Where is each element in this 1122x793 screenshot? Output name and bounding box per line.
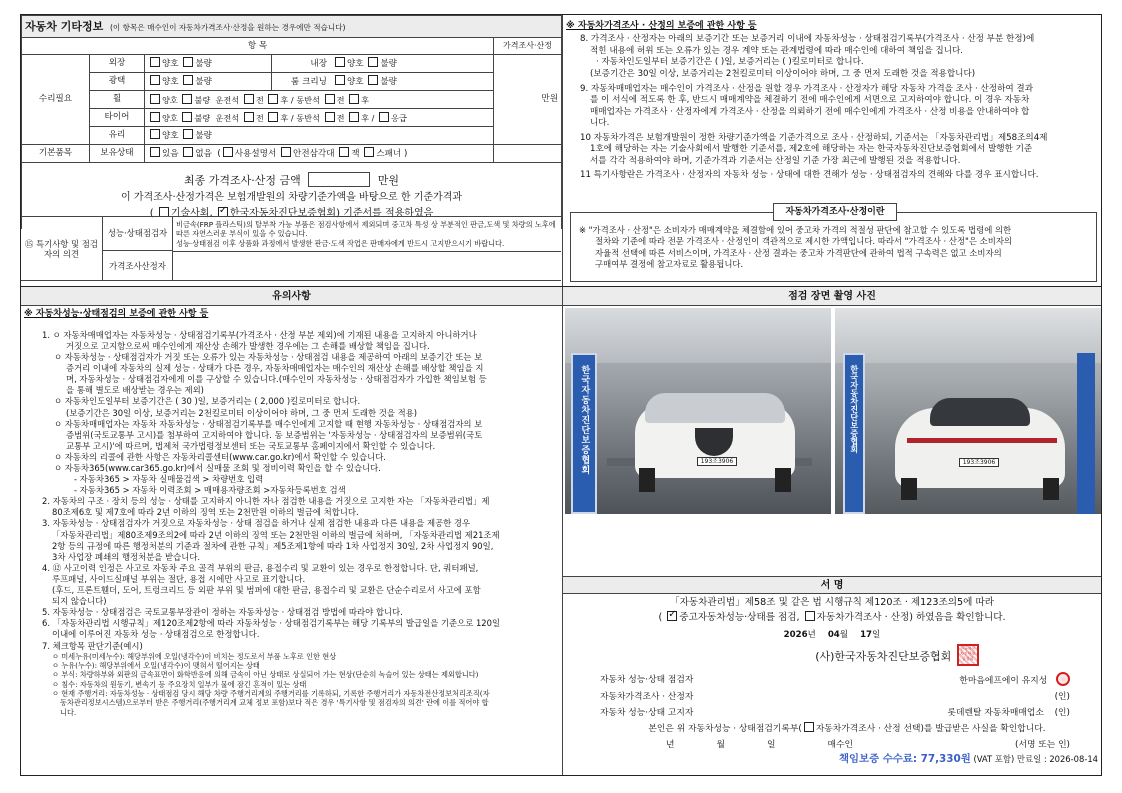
room-clean-label: 룸 크리닝	[291, 77, 327, 88]
caution-criteria-line: ㅇ 미세누유(미세누수): 해당부위에 오일(냉각수)이 비치는 정도로서 부품 노후로 인한 현상	[52, 651, 337, 661]
possession-have-checkbox[interactable]	[150, 147, 160, 157]
polish-bad-checkbox[interactable]	[183, 75, 193, 85]
tire-bad-checkbox[interactable]	[182, 112, 192, 122]
wheel-good-checkbox[interactable]	[150, 94, 160, 104]
tire-pass-rear-checkbox[interactable]	[349, 112, 359, 122]
wheel-driver-rear-checkbox[interactable]	[268, 94, 278, 104]
caution-line: (보증기간은 30일 이상, 보증거리는 2천킬로미터 이상이어야 하며, 그 중 먼저 도래한 것을 적용)	[66, 407, 418, 418]
price-inspector-label: 가격조사산정자	[109, 260, 166, 271]
caution-line: 3차 사업장 폐쇄의 행정처분을 받습니다.	[52, 551, 201, 562]
spanner-checkbox[interactable]	[364, 147, 374, 157]
item10-line1: 10 자동차가격은 보험개발원이 정한 차량기준가액을 기준가격으로 조사 · 산정하되, 기준서는 「자동차관리법」제58조의4제	[580, 132, 1048, 143]
confirm-price-checkbox[interactable]	[805, 611, 815, 621]
item8-line1: 8. 가격조사 · 산정자는 아래의 보증기간 또는 보증거리 이내에 자동차성능 · 상태점검기록부(가격조사 · 산정 부분 한정)에	[580, 34, 1035, 45]
caution-line: ㅇ 자동차성능 · 상태점검자가 거짓 또는 오류가 있는 자동차성능 · 상태점검 내용을 제공하여 아래의 보증기간 또는 보	[54, 352, 483, 363]
final-price-label: 최종 가격조사·산정 금액	[184, 173, 301, 187]
other-info-title: 자동차 기타정보	[25, 19, 104, 33]
item-col-header: 항 목	[247, 40, 268, 51]
caution-line: ㅇ 자동차365(www.car365.go.kr)에서 실매물 조회 및 정비이력 확인을 할 수 있습니다.	[54, 463, 381, 473]
buyer-sign-field[interactable]: (서명 또는 인)	[1015, 740, 1070, 750]
caution-line: 2항 등의 규정에 따른 행정처분의 기준과 절차에 관한 규칙」제5조제1항에 따라 1차 사업정지 30일, 2차 사업정지 90일,	[52, 540, 494, 551]
pillar-sign-text-rear: 한국자동차진단보증협회	[849, 365, 859, 453]
polish-label: 광택	[108, 76, 126, 87]
buyer-label: 매수인	[827, 740, 853, 750]
perf-inspector-name: 한마음에프에이 유지성	[959, 676, 1048, 686]
sign-month: 04	[827, 630, 840, 640]
receipt-text-b: 자동차가격조사 · 산정 선택)를 발급받은 사실을 확인합니다.	[815, 724, 1046, 734]
exterior-label: 외장	[108, 58, 126, 69]
receipt-text-a: 본인은 위 자동차성능 · 상태점검기록부(	[648, 724, 802, 734]
sign-header: 서 명	[563, 577, 1101, 594]
caution-line: ㅇ 자동차매매업자는 자동차 자동차성능 · 상태점검기록부를 매수인에게 고지할 때 현행 자동차성능 · 상태점검자의 보	[54, 418, 483, 429]
front-plate: 193조3906	[700, 458, 734, 465]
definition-box	[570, 207, 1097, 282]
perf-opinion-text1: 비금속(FRP 플라스틱)의 탈부착 가능 부품은 점검사항에서 제외되며 중고차 특성 상 부분적인 판금,도색 및 차량의 노후에 따른 자연스러운 부식이 있을 수 있습니다.	[176, 220, 556, 239]
item10-line3: 서를 각각 적용하여야 하며, 기준가격과 기준서는 산정일 기준 가장 최근에 발행된 것을 적용합니다.	[590, 156, 961, 167]
expiry-date: 만료일 : 2026-08-14	[1016, 754, 1098, 764]
item9-line3: 매매업자는 가격조사 · 산정자에게 가격조사 · 산정을 의뢰하기 전에 매수인에게 가격조사 · 산정 비용을 안내하여야 합	[590, 106, 1030, 117]
repair-price-unit: 만원	[541, 94, 559, 105]
caution-line: 교통부 고시)'에 따르며, 법제처 국가법령정보센터 또는 국토교통부 홈페이지에서 확인할 수 있습니다.	[66, 440, 436, 451]
exterior-bad-checkbox[interactable]	[183, 57, 193, 67]
item9-line4: 니다.	[590, 118, 610, 129]
rear-plate: 193조3906	[962, 459, 996, 466]
room-bad-checkbox[interactable]	[368, 75, 378, 85]
photo-header: 점검 장면 촬영 사진	[563, 287, 1101, 306]
possession-label: 보유상태	[100, 148, 134, 159]
interior-good-checkbox[interactable]	[335, 57, 345, 67]
receipt-month: 월	[716, 740, 725, 750]
definition-line3: 자율적 선택에 따른 서비스이며, 가격조사 · 산정 결과는 중고차 가격판단에 관하여 법적 구속력은 없고 소비자의	[595, 247, 1002, 258]
tire-driver-rear-checkbox[interactable]	[268, 112, 278, 122]
inspection-photo-front	[565, 308, 831, 514]
interior-bad-checkbox[interactable]	[368, 57, 378, 67]
interior-label: 내장	[310, 59, 327, 70]
triangle-checkbox[interactable]	[281, 147, 291, 157]
repair-category: 수리필요	[38, 94, 73, 105]
wheel-driver-front-checkbox[interactable]	[244, 94, 254, 104]
possession-none-checkbox[interactable]	[183, 147, 193, 157]
perf-inspector-label: 성능·상태점검자	[107, 228, 168, 239]
polish-good-checkbox[interactable]	[150, 75, 160, 85]
receipt-day: 일	[767, 740, 776, 750]
caution-line: 5. 자동차성능 · 상태점검은 국토교통부장관이 정하는 자동차성능 · 상태점검 방법에 따라야 합니다.	[42, 607, 403, 618]
wheel-pass-front-checkbox[interactable]	[325, 94, 335, 104]
sign-law-line: 「자동차관리법」제58조 및 같은 법 시행규칙 제120조 · 제123조의5에 따라	[670, 597, 994, 608]
item9-line1: 9. 자동차매매업자는 매수인이 가격조사 · 산정을 원할 경우 가격조사 · 산정자가 해당 자동차 가격을 조사 · 산정하여 결과	[580, 83, 1034, 94]
glass-label: 유리	[108, 130, 126, 141]
opinion-label: ⑮ 특기사항 및 점검자의 의견	[25, 238, 98, 259]
caution-line: 루프패널, 사이드실패널 부위는 절단, 용접 시에만 사고로 표기합니다.	[52, 573, 306, 584]
caution-section	[24, 309, 560, 717]
fee-vat: (VAT 포함)	[973, 754, 1015, 764]
notifier-role: 자동차 성능·상태 고지자	[600, 708, 694, 718]
caution-line: 3. 자동차성능 · 상태점검자가 거짓으로 자동차성능 · 상태 점검을 하거나 실제 점검한 내용과 다른 내용을 제공한 경우	[42, 518, 471, 529]
perf-inspector-role: 자동차 성능·상태 점검자	[600, 675, 694, 685]
definition-line2: 절차와 기준에 따라 전문 가격조사 · 산정인이 객관적으로 제시한 가액입니다. 따라서 "가격조사 · 산정"은 소비자의	[595, 236, 1013, 247]
caution-criteria-line: 니다.	[60, 707, 77, 717]
item8-line3: · 자동차인도일부터 보증기간은 ( )일, 보증거리는 ( )킬로미터로 합니다.	[596, 57, 864, 68]
caution-line: 증거리 이내에 자동차의 실제 성능 · 상태가 다른 경우, 자동차매매업자는 매수인의 재산상 손해를 배상할 책임을 지	[66, 363, 484, 374]
price-inspector-seal: (인)	[1054, 692, 1070, 702]
price-col-header: 가격조사·산정	[503, 41, 552, 51]
basic-category: 기본품목	[38, 148, 73, 159]
price-guarantee-title: ※ 자동차가격조사 · 산정의 보증에 관한 사항 등	[566, 21, 757, 31]
pillar-sign-text: 한국자동차진단보증협회	[579, 365, 590, 475]
tire-driver-front-checkbox[interactable]	[244, 112, 254, 122]
caution-line: 2. 자동차의 구조 · 장치 등의 성능 · 상태를 고지하지 아니한 자나 점검한 내용을 거짓으로 고지한 자는 「자동차관리법」제	[42, 496, 490, 507]
caution-line: 1. ㅇ 자동차매매업자는 자동차성능 · 상태점검기록부(가격조사 · 산정 부분 제외)에 기재된 내용을 고지하지 아니하거나	[42, 329, 477, 340]
receipt-price-checkbox[interactable]	[804, 722, 814, 732]
caution-criteria-line: 동차관리정보시스템)으로부터 받은 주행거리(주행거리계 교체 정보 포함)보다 적은 경우 '특기사항 및 점검자의 의견' 란에 이를 적어야 합	[60, 698, 489, 708]
jack-checkbox[interactable]	[339, 147, 349, 157]
exterior-good-checkbox[interactable]	[150, 57, 160, 67]
perf-opinion-text2: 성능·상태점검 이후 상품화 과정에서 발생한 판금·도색 작업은 판매자에게 반드시 고지받으시기 바랍니다.	[176, 238, 505, 248]
caution-title: ※ 자동차성능·상태점검의 보증에 관한 사항 등	[24, 309, 209, 319]
caution-line: ㅇ 자동차인도일부터 보증기간은 ( 30 )일, 보증거리는 ( 2,000 )킬로미터로 합니다.	[54, 396, 361, 407]
caution-line: 이내에 이루어진 자동차 성능 · 상태점검으로 한정합니다.	[52, 629, 260, 640]
caution-line: - 자동차365 > 자동차 이력조회 > 매매용자량조회 >자동차등록번호 검색	[74, 485, 346, 496]
caution-line: 증범위(국토교통부 고시)를 첨부하여 고지하여야 합니다. 동 보증범위는 '자동차성능 · 상태점검자의 보증범위(국토	[66, 429, 483, 440]
caution-line: 되지 않습니다)	[52, 596, 107, 607]
basis-line: 이 가격조사·산정가격은 보험개발원의 차량기준가액을 바탕으로 한 기준가격과	[120, 191, 463, 203]
price-guarantee-section	[566, 20, 1100, 181]
tire-emergency-checkbox[interactable]	[379, 112, 389, 122]
opinion-block	[21, 216, 561, 281]
room-good-checkbox[interactable]	[335, 75, 345, 85]
price-inspector-role: 자동차가격조사 · 산정자	[600, 692, 694, 702]
receipt-year: 년	[666, 740, 675, 750]
other-info-section: 자동차 기타정보 (이 항목은 매수인이 자동차가격조사·산정을 원하는 경우에만 적습니다) 항 목 가격조사·산정 수리필요 외장 양호 불량 내장 양호 불량 만원 광택 양호 불량 룸 크리닝 양호 불량 휠 양호 불량 운전석 전 후 / 동반석 전 후 타이어 양호 불량 운전석 전 후 / 동반석 전 후 / 응급 유리 양호 불량 기본품목 보유상태 있음 없음 ( 사용설명서 안전삼각대 잭 스패너 ) 최종 가격조사·산정 금액 만원 이 가격조사·산정가격은 보험개발원의 차량기준가액을 바탕으로 한 기준가격과 ( 기술사회, ✓ 한국자동차진단보증협회) 기준서를 적용하였음 ⑮ 특기사항 및 점검자의 의견 성능·상태점검자 비금속(FRP 플라스틱)의 탈부착 가능 부품은 점검사항에서 제외되며 중고차 특성 상 부분적인 판금,도색 및 차량의 노후에 따른 자연스러운 부식이 있을 수 있습니다. 성능·상태점검 이후 상품화 과정에서 발생한 판금·도색 작업은 판매자에게 반드시 고지받으시기 바랍니다. 가격조사산정자	[21, 15, 561, 282]
sign-day: 17	[860, 630, 873, 640]
caution-line: 80조제6호 및 제7호에 따라 2년 이하의 징역 또는 2천만원 이하의 벌금에 처합니다.	[52, 507, 359, 518]
wheel-bad-checkbox[interactable]	[182, 94, 192, 104]
caution-line: 거짓으로 고지함으로써 매수인에게 재산상 손해가 발생한 경우에는 그 손해를 배상할 책임을 집니다.	[66, 340, 430, 351]
caution-line: 6. 「자동차관리법 시행규칙」제120조제2항에 따라 자동차성능 · 상태점검기록부는 해당 기록부의 발급일을 기준으로 120일	[42, 618, 501, 629]
caution-criteria-line: ㅇ 누유(누수): 해당부위에서 오일(냉각수)이 맺혀서 떨어지는 상태	[52, 660, 260, 670]
caution-line: ㅇ 자동차의 리콜에 관한 사항은 자동차리콜센터(www.car.go.kr)에서 확인할 수 있습니다.	[54, 451, 386, 462]
notifier-name: 롯데렌탈 자동차매매업소	[947, 708, 1044, 718]
caution-line: (후드, 프론트휀더, 도어, 트렁크리드 등 외판 부위 및 범퍼에 대한 판금, 용접수리 및 교환은 단순수리로서 사고에 포함	[52, 585, 481, 596]
caution-line: 4. ⑫ 사고이력 인정은 사고로 자동차 주요 골격 부위의 판금, 용접수리 및 교환이 있는 경우로 한정합니다. 단, 쿼터패널,	[42, 562, 479, 573]
official-seal: 한국자동차진단보증협회	[957, 644, 979, 666]
tire-label: 타이어	[104, 112, 130, 123]
caution-line: 「자동차관리법」제80조제9조의2에 따라 2년 이하의 징역 또는 2천만원 이하의 벌금에 처하며, 「자동차관리법 제21조제	[52, 529, 500, 540]
glass-bad-checkbox[interactable]	[183, 129, 193, 139]
caution-header: 유의사항	[21, 287, 562, 306]
caution-line: - 자동차365 > 자동차 실매물검색 > 차량번호 입력	[74, 474, 264, 485]
final-price-input[interactable]	[308, 172, 370, 187]
wheel-label: 휠	[112, 94, 122, 105]
inspector-seal	[1056, 672, 1070, 686]
caution-line: 며, 자동차성능 · 상태점검자에게 이를 구상할 수 있습니다.(매수인이 자동차성능 · 상태점검자가 가입한 책임보험 등	[66, 374, 487, 385]
inspection-photo-rear	[835, 308, 1101, 514]
final-price-unit: 만원	[377, 173, 400, 187]
other-info-note: (이 항목은 매수인이 자동차가격조사·산정을 원하는 경우에만 적습니다)	[109, 22, 346, 32]
manual-checkbox[interactable]	[223, 147, 233, 157]
definition-line1: ※ "가격조사 · 산정"은 소비자가 매매계약을 체결함에 있어 중고차 가격의 적절성 판단에 참고할 수 있도록 법령에 의한	[579, 225, 1012, 235]
item8-line4: (보증기간은 30일 이상, 보증거리는 2천킬로미터 이상이어야 하며, 그 중 먼저 도래한 것을 적용합니다)	[590, 68, 976, 79]
glass-good-checkbox[interactable]	[150, 129, 160, 139]
caution-criteria-line: ㅇ 부식: 차량하부와 외판의 금속표면이 화학반응에 의해 금속이 아닌 상태로 상실되어 가는 현상(단순히 녹슬어 있는 상태는 제외합니다)	[52, 670, 479, 680]
sign-org: (사)한국자동차진단보증협회	[815, 650, 952, 664]
fee-amount: 책임보증 수수료: 77,330원	[839, 753, 971, 765]
wheel-pass-rear-checkbox[interactable]	[349, 94, 359, 104]
tire-pass-front-checkbox[interactable]	[325, 112, 335, 122]
item8-line2: 적힌 내용에 허위 또는 오류가 있는 경우 계약 또는 관계법령에 따라 매수인에 대하여 책임을 집니다.	[590, 45, 964, 56]
definition-line4: 구매여부 결정에 참고자료로 활용됩니다.	[595, 259, 744, 270]
tire-good-checkbox[interactable]	[150, 112, 160, 122]
definition-title: 자동차가격조사·산정이란	[773, 203, 897, 221]
confirm-perf-checkbox[interactable]	[667, 611, 677, 621]
caution-line: 을 통해 별도로 배상받는 경우는 제외)	[66, 385, 204, 396]
caution-criteria-line: ㅇ 침수: 자동차의 원동기, 변속기 등 주요장치 일부가 물에 잠긴 흔적이 있는 상태	[52, 679, 307, 689]
sign-year: 2026	[783, 630, 808, 640]
item11-line: 11 특기사항란은 가격조사 · 산정자의 자동차 성능 · 상태에 대한 견해가 성능 · 상태점검자의 견해와 다를 경우 표시합니다.	[580, 169, 1039, 180]
item10-line2: 1호에 해당하는 자는 기술사회에서 발행한 기준서를, 제2호에 해당하는 자는 한국자동차진단보증협회에서 발행한 기준	[590, 144, 1033, 155]
fee-line	[800, 753, 1098, 765]
item9-line2: 를 이 서식에 적도록 한 후, 반드시 매매계약을 체결하기 전에 매수인에게 서면으로 고지하여야 합니다. 이 경우 자동차	[590, 95, 1030, 106]
sign-section: 「자동차관리법」제58조 및 같은 법 시행규칙 제120조 · 제123조의5에 따라 ( ✓중고자동차성능·상태를 점검, 자동차가격조사 · 산정) 하였음을 확인합니다. 2026년 04월 17일 (사)한국자동차진단보증협회 한국자동차진단보증협회	[563, 597, 1101, 666]
caution-criteria-line: ㅇ 현재 주행거리: 자동차성능 · 상태점검 당시 해당 차량 주행거리계의 주행거리를 기록하되, 기록한 주행거리가 자동차전산정보처리조직(자	[52, 689, 490, 699]
caution-line: 7. 체크항목 판단기준(예시)	[42, 640, 143, 651]
sign-rows: 자동차 성능·상태 점검자 한마음에프에이 유지성 자동차가격조사 · 산정자 (인) 자동차 성능·상태 고지자 롯데렌탈 자동차매매업소 (인) 본인은 위 자동차성능 · 상태점검기록부( 자동차가격조사 · 산정 선택)를 발급받은 사실을 확인합니다. 년 월 일 매수인 (서명 또는 인)	[600, 672, 1070, 753]
